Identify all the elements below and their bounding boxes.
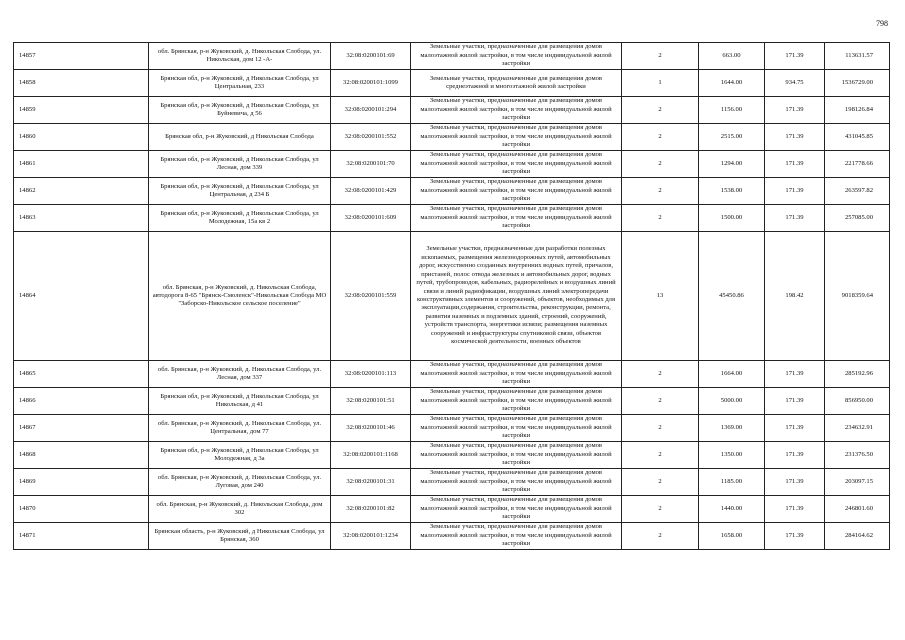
- land-use-cell: Земельные участки, предназначенные для размещения домов малоэтажной жилой застройки, в том числе индивидуальной жилой застройки: [411, 178, 622, 205]
- cadastral-number-cell: 32:08:0200101:429: [331, 178, 411, 205]
- record-number-cell: 14863: [14, 205, 149, 232]
- specific-value-cell: 171.39: [765, 205, 825, 232]
- area-cell: 2515.00: [699, 124, 765, 151]
- area-cell: 663.00: [699, 43, 765, 70]
- address-cell: Брянская обл, р-н Жуковский, д Никольская Слобода, ул Молодежная, 15а кв 2: [149, 205, 331, 232]
- cadastral-number-cell: 32:08:0200101:70: [331, 151, 411, 178]
- cadastral-number-cell: 32:08:0200101:82: [331, 496, 411, 523]
- cadastral-number-cell: 32:08:0200101:31: [331, 469, 411, 496]
- land-use-cell: Земельные участки, предназначенные для размещения домов малоэтажной жилой застройки, в том числе индивидуальной жилой застройки: [411, 151, 622, 178]
- area-cell: 1185.00: [699, 469, 765, 496]
- address-cell: обл. Брянская, р-н Жуковский, д. Никольская Слобода, ул. Луговая, дом 240: [149, 469, 331, 496]
- table-row: [14, 43, 890, 70]
- record-number-cell: 14861: [14, 151, 149, 178]
- address-cell: Брянская обл, р-н Жуковский, д Никольская Слобода, ул Молодежная, д 3а: [149, 442, 331, 469]
- table-row: [14, 97, 890, 124]
- group-number-cell: 2: [622, 124, 699, 151]
- cadastral-value-cell: 856950.00: [825, 388, 890, 415]
- record-number-cell: 14865: [14, 361, 149, 388]
- table-row: [14, 496, 890, 523]
- cadastral-value-cell: 1536729.00: [825, 70, 890, 97]
- cadastral-number-cell: 32:08:0200101:113: [331, 361, 411, 388]
- address-cell: Брянская обл, р-н Жуковский, д Никольская Слобода, ул Буйневича, д 56: [149, 97, 331, 124]
- area-cell: 5000.00: [699, 388, 765, 415]
- cadastral-number-cell: 32:08:0200101:609: [331, 205, 411, 232]
- group-number-cell: 2: [622, 415, 699, 442]
- land-use-cell: Земельные участки, предназначенные для размещения домов малоэтажной жилой застройки, в том числе индивидуальной жилой застройки: [411, 442, 622, 469]
- area-cell: 1664.00: [699, 361, 765, 388]
- area-cell: 1500.00: [699, 205, 765, 232]
- specific-value-cell: 171.39: [765, 523, 825, 550]
- address-cell: Брянская обл, р-н Жуковский, д Никольская Слобода, ул Центральная, 233: [149, 70, 331, 97]
- area-cell: 1440.00: [699, 496, 765, 523]
- address-cell: обл. Брянская, р-н Жуковский, д. Никольская Слобода, ул. Никольская, дом 12 -А-: [149, 43, 331, 70]
- table-row: [14, 178, 890, 205]
- land-use-cell: Земельные участки, предназначенные для размещения домов малоэтажной жилой застройки, в том числе индивидуальной жилой застройки: [411, 361, 622, 388]
- cadastral-value-cell: 263597.82: [825, 178, 890, 205]
- cadastral-number-cell: 32:08:0200101:46: [331, 415, 411, 442]
- group-number-cell: 1: [622, 70, 699, 97]
- record-number-cell: 14858: [14, 70, 149, 97]
- cadastral-value-cell: 198126.84: [825, 97, 890, 124]
- cadastral-number-cell: 32:08:0200101:552: [331, 124, 411, 151]
- specific-value-cell: 171.39: [765, 469, 825, 496]
- cadastral-value-cell: 246801.60: [825, 496, 890, 523]
- record-number-cell: 14859: [14, 97, 149, 124]
- table-row: [14, 361, 890, 388]
- address-cell: обл. Брянская, р-н Жуковский, д. Никольская Слобода, автодорога 8-65 "Брянск-Смоленск"-Никольская Слобода МО "Заборско-Никольское сельское поселение": [149, 232, 331, 361]
- land-use-cell: Земельные участки, предназначенные для размещения домов малоэтажной жилой застройки, в том числе индивидуальной жилой застройки: [411, 97, 622, 124]
- land-use-cell: Земельные участки, предназначенные для размещения домов малоэтажной жилой застройки, в том числе индивидуальной жилой застройки: [411, 205, 622, 232]
- table-row: [14, 232, 890, 361]
- group-number-cell: 2: [622, 469, 699, 496]
- address-cell: Брянская обл, р-н Жуковский, д Никольская Слобода, ул Никольская, д 41: [149, 388, 331, 415]
- land-use-cell: Земельные участки, предназначенные для размещения домов малоэтажной жилой застройки, в том числе индивидуальной жилой застройки: [411, 469, 622, 496]
- cadastral-number-cell: 32:08:0200101:1099: [331, 70, 411, 97]
- area-cell: 45450.86: [699, 232, 765, 361]
- record-number-cell: 14870: [14, 496, 149, 523]
- area-cell: 1369.00: [699, 415, 765, 442]
- cadastral-number-cell: 32:08:0200101:51: [331, 388, 411, 415]
- address-cell: Брянская обл, р-н Жуковский, д Никольская Слобода, ул Лесная, дом 339: [149, 151, 331, 178]
- cadastral-value-cell: 285192.96: [825, 361, 890, 388]
- group-number-cell: 2: [622, 97, 699, 124]
- record-number-cell: 14867: [14, 415, 149, 442]
- specific-value-cell: 171.39: [765, 388, 825, 415]
- specific-value-cell: 171.39: [765, 97, 825, 124]
- address-cell: Брянская область, р-н Жуковский, д Никольская Слобода, ул Брянская, 360: [149, 523, 331, 550]
- table-row: [14, 388, 890, 415]
- cadastral-value-cell: 234632.91: [825, 415, 890, 442]
- land-use-cell: Земельные участки, предназначенные для разработки полезных ископаемых, размещения железнодорожных путей, автомобильных дорог, искусственно созданных внутренних водных путей, причалов, пристаней, полос отвода железных и автомобильных дорог, водных путей, трубопроводов, кабельных, радиорелейных и воздушных линий связи и линий радиофикации, воздушных линий электропередачи конструктивных элементов и сооружений, объектов, необходимых для эксплуатации,содержания, строительства, реконструкции, ремонта, развития наземных и подземных зданий, строений, сооружений, устройств транспорта, энергетики исвязи; размещения наземных сооружений и инфраструктуры спутниковой связи, объектов космической деятельности, военных объектов: [411, 232, 622, 361]
- page-number: 798: [876, 19, 888, 28]
- table-row: [14, 205, 890, 232]
- specific-value-cell: 171.39: [765, 124, 825, 151]
- cadastral-value-cell: 431045.85: [825, 124, 890, 151]
- specific-value-cell: 198.42: [765, 232, 825, 361]
- cadastral-number-cell: 32:08:0200101:69: [331, 43, 411, 70]
- table-row: [14, 469, 890, 496]
- specific-value-cell: 171.39: [765, 442, 825, 469]
- record-number-cell: 14864: [14, 232, 149, 361]
- cadastral-number-cell: 32:08:0200101:1168: [331, 442, 411, 469]
- specific-value-cell: 171.39: [765, 178, 825, 205]
- group-number-cell: 2: [622, 151, 699, 178]
- land-use-cell: Земельные участки, предназначенные для размещения домов малоэтажной жилой застройки, в том числе индивидуальной жилой застройки: [411, 496, 622, 523]
- group-number-cell: 2: [622, 205, 699, 232]
- table-row: [14, 151, 890, 178]
- group-number-cell: 2: [622, 178, 699, 205]
- group-number-cell: 2: [622, 496, 699, 523]
- cadastral-value-cell: 221778.66: [825, 151, 890, 178]
- record-number-cell: 14857: [14, 43, 149, 70]
- specific-value-cell: 171.39: [765, 151, 825, 178]
- specific-value-cell: 171.39: [765, 43, 825, 70]
- land-use-cell: Земельные участки, предназначенные для размещения домов малоэтажной жилой застройки, в том числе индивидуальной жилой застройки: [411, 523, 622, 550]
- cadastral-value-cell: 231376.50: [825, 442, 890, 469]
- land-use-cell: Земельные участки, предназначенные для размещения домов малоэтажной жилой застройки, в том числе индивидуальной жилой застройки: [411, 124, 622, 151]
- group-number-cell: 2: [622, 523, 699, 550]
- address-cell: Брянская обл, р-н Жуковский, д Никольская Слобода: [149, 124, 331, 151]
- group-number-cell: 2: [622, 361, 699, 388]
- specific-value-cell: 171.39: [765, 361, 825, 388]
- record-number-cell: 14866: [14, 388, 149, 415]
- cadastral-value-cell: 284164.62: [825, 523, 890, 550]
- cadastral-value-cell: 203097.15: [825, 469, 890, 496]
- land-use-cell: Земельные участки, предназначенные для размещения домов малоэтажной жилой застройки, в том числе индивидуальной жилой застройки: [411, 415, 622, 442]
- area-cell: 1644.00: [699, 70, 765, 97]
- land-use-cell: Земельные участки, предназначенные для размещения домов малоэтажной жилой застройки, в том числе индивидуальной жилой застройки: [411, 43, 622, 70]
- cadastral-number-cell: 32:08:0200101:559: [331, 232, 411, 361]
- group-number-cell: 13: [622, 232, 699, 361]
- cadastral-number-cell: 32:08:0200101:294: [331, 97, 411, 124]
- table-row: [14, 523, 890, 550]
- specific-value-cell: 934.75: [765, 70, 825, 97]
- record-number-cell: 14862: [14, 178, 149, 205]
- record-number-cell: 14860: [14, 124, 149, 151]
- area-cell: 1294.00: [699, 151, 765, 178]
- record-number-cell: 14871: [14, 523, 149, 550]
- cadastral-number-cell: 32:08:0200101:1234: [331, 523, 411, 550]
- land-use-cell: Земельные участки, предназначенные для размещения домов малоэтажной жилой застройки, в том числе индивидуальной жилой застройки: [411, 388, 622, 415]
- group-number-cell: 2: [622, 388, 699, 415]
- area-cell: 1658.00: [699, 523, 765, 550]
- cadastral-value-cell: 9018359.64: [825, 232, 890, 361]
- address-cell: обл. Брянская, р-н Жуковский, д. Никольская Слобода, дом 302: [149, 496, 331, 523]
- address-cell: обл. Брянская, р-н Жуковский, д. Никольская Слобода, ул. Лесная, дом 337: [149, 361, 331, 388]
- specific-value-cell: 171.39: [765, 415, 825, 442]
- table-body: [14, 43, 890, 550]
- table-row: [14, 442, 890, 469]
- specific-value-cell: 171.39: [765, 496, 825, 523]
- area-cell: 1350.00: [699, 442, 765, 469]
- area-cell: 1538.00: [699, 178, 765, 205]
- address-cell: обл. Брянская, р-н Жуковский, д. Никольская Слобода, ул. Центральная, дом 77: [149, 415, 331, 442]
- table-row: [14, 70, 890, 97]
- area-cell: 1156.00: [699, 97, 765, 124]
- record-number-cell: 14869: [14, 469, 149, 496]
- record-number-cell: 14868: [14, 442, 149, 469]
- group-number-cell: 2: [622, 442, 699, 469]
- address-cell: Брянская обл, р-н Жуковский, д Никольская Слобода, ул Центральная, д 234 Б: [149, 178, 331, 205]
- cadastral-value-cell: 113631.57: [825, 43, 890, 70]
- group-number-cell: 2: [622, 43, 699, 70]
- table-row: [14, 415, 890, 442]
- cadastral-value-cell: 257085.00: [825, 205, 890, 232]
- cadastral-value-table: [13, 42, 890, 550]
- land-use-cell: Земельные участки, предназначенные для размещения домов среднеэтажной и многоэтажной жилой застройки: [411, 70, 622, 97]
- table-row: [14, 124, 890, 151]
